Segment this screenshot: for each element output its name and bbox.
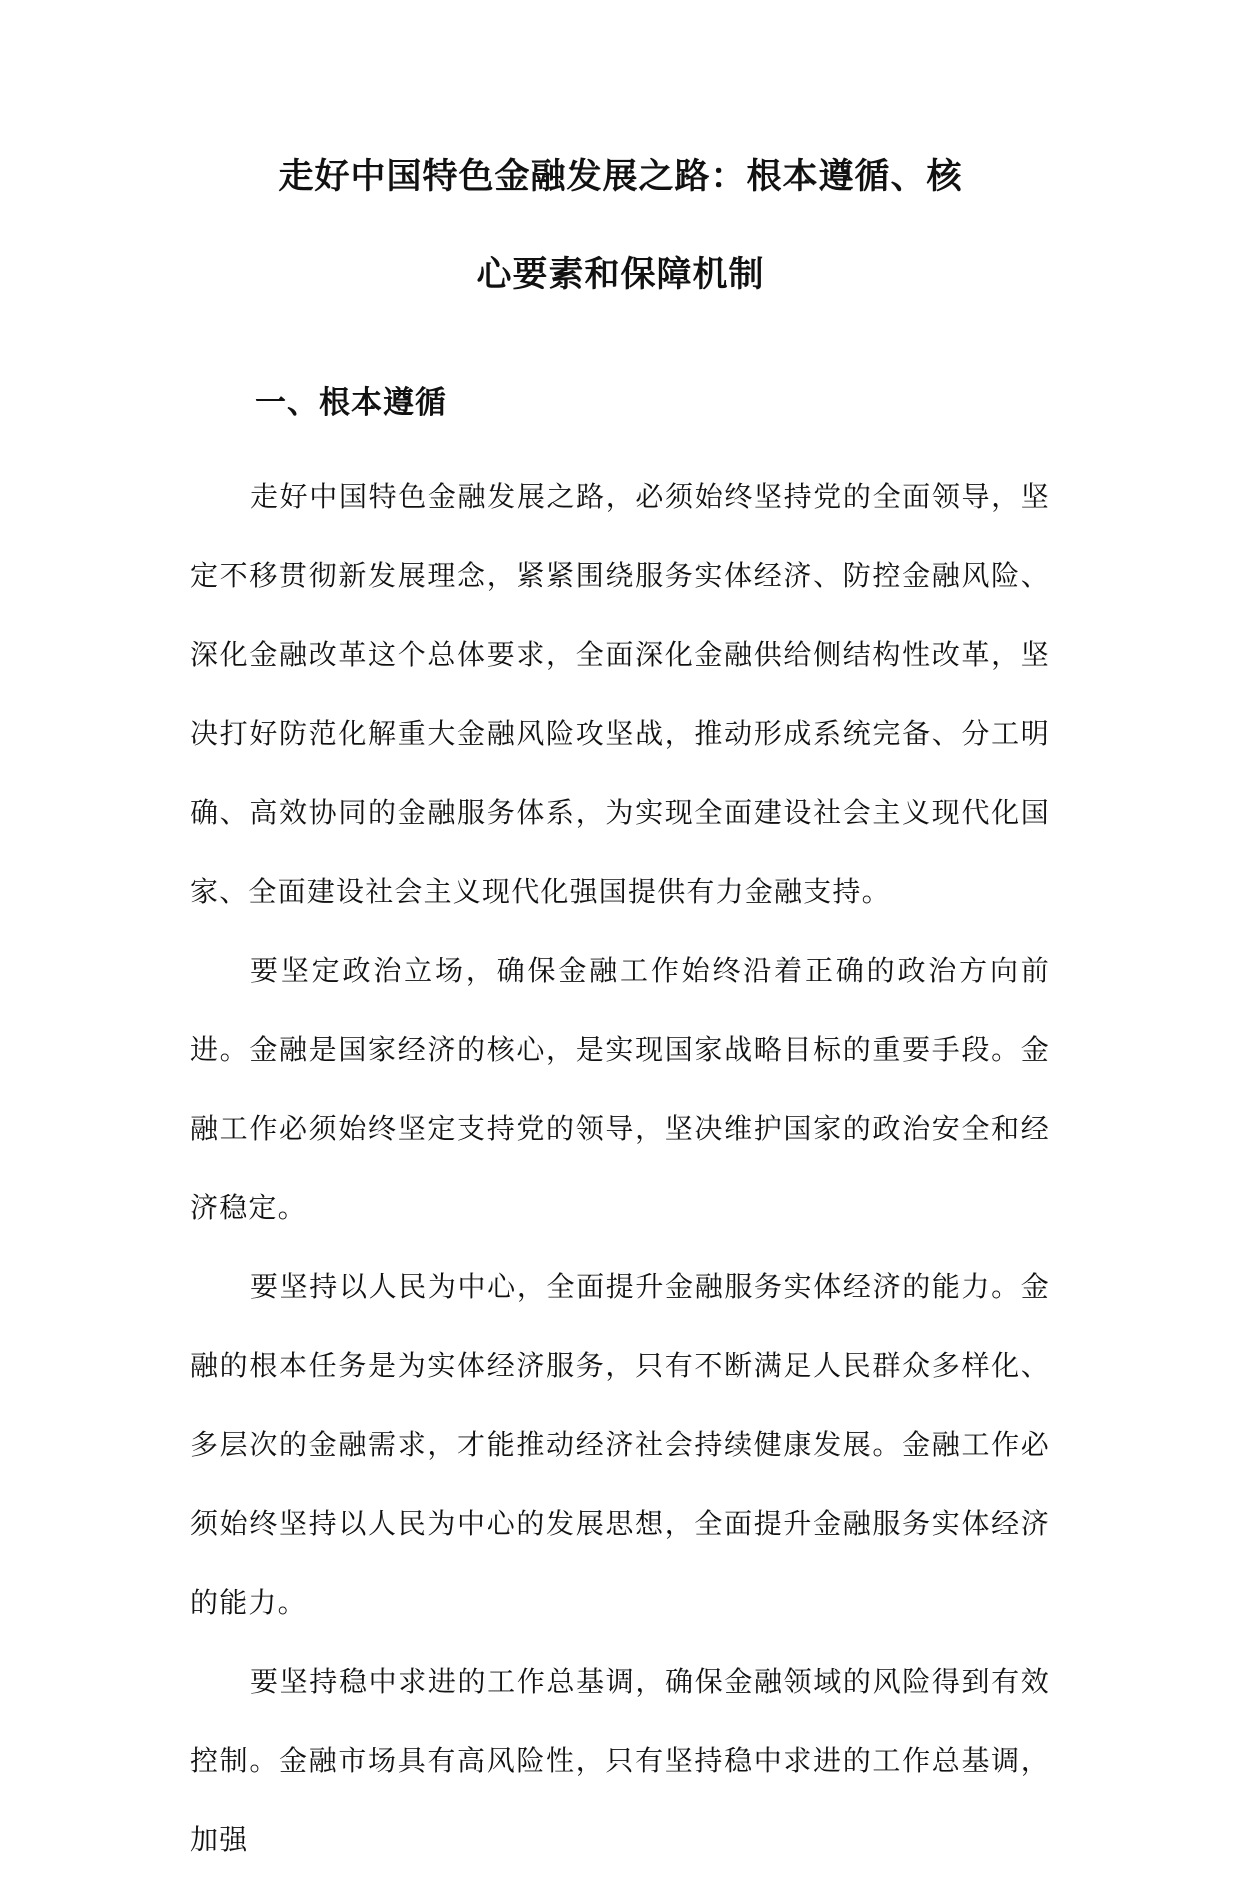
- paragraph-1: 走好中国特色金融发展之路，必须始终坚持党的全面领导，坚定不移贯彻新发展理念，紧紧围绕服务实体经济、防控金融风险、深化金融改革这个总体要求，全面深化金融供给侧结构性改革，坚决打好防范化解重大金融风险攻坚战，推动形成系统完备、分工明确、高效协同的金融服务体系，为实现全面建设社会主义现代化国家、全面建设社会主义现代化强国提供有力金融支持。: [190, 480, 1050, 908]
- document-body: [190, 457, 1050, 1879]
- paragraph-3: 要坚持以人民为中心，全面提升金融服务实体经济的能力。金融的根本任务是为实体经济服务，只有不断满足人民群众多样化、多层次的金融需求，才能推动经济社会持续健康发展。金融工作必须始终坚持以人民为中心的发展思想，全面提升金融服务实体经济的能力。: [190, 1270, 1050, 1619]
- paragraph-4: 要坚持稳中求进的工作总基调，确保金融领域的风险得到有效控制。金融市场具有高风险性，只有坚持稳中求进的工作总基调，加强: [190, 1665, 1050, 1856]
- document-title-line-2: 心要素和保障机制: [476, 255, 765, 295]
- section-heading: 一、根本遵循: [255, 385, 447, 421]
- document-title-line-1: 走好中国特色金融发展之路：根本遵循、核: [278, 157, 963, 197]
- paragraph-2: 要坚定政治立场，确保金融工作始终沿着正确的政治方向前进。金融是国家经济的核心，是实现国家战略目标的重要手段。金融工作必须始终坚定支持党的领导，坚决维护国家的政治安全和经济稳定。: [190, 954, 1050, 1224]
